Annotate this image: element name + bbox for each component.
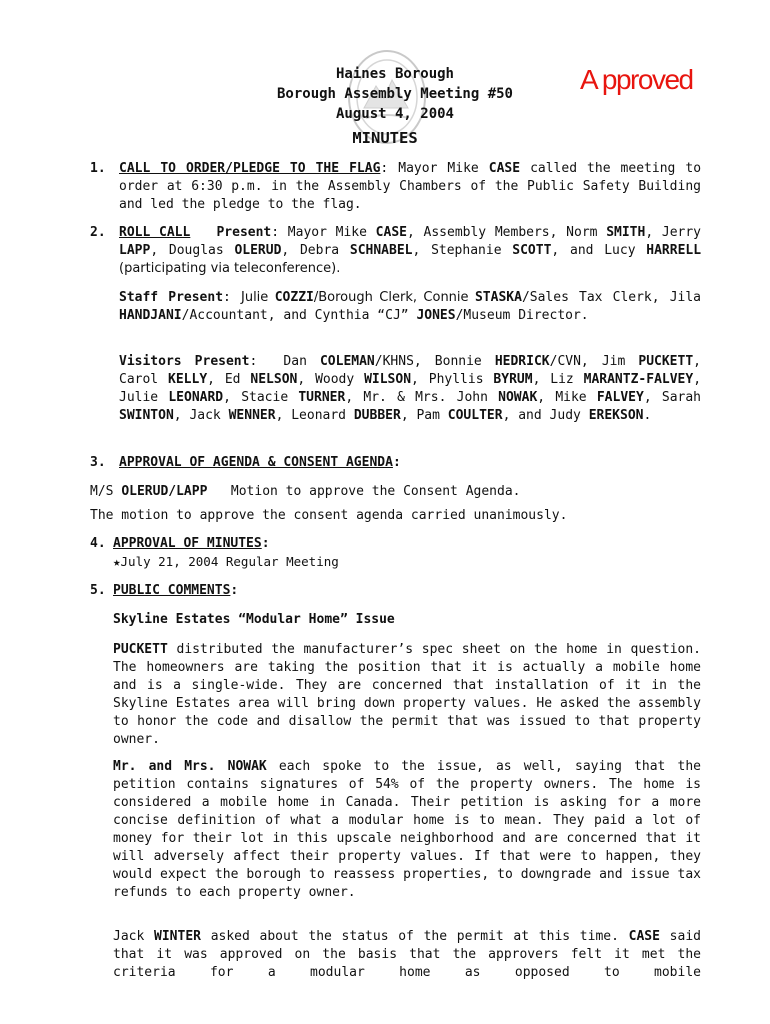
section-heading: PUBLIC COMMENTS: [113, 583, 231, 598]
motion-result: The motion to approve the consent agenda carried unanimously.: [90, 508, 568, 523]
visitor-last-name: LEONARD: [168, 390, 224, 405]
visitor-separator: ,: [643, 390, 662, 405]
visitor-last-name: SWINTON: [119, 408, 174, 423]
visitor-last-name: KELLY: [168, 372, 208, 387]
visitor-first-name: Stacie: [241, 390, 299, 405]
visitor-separator: , and: [502, 408, 550, 423]
visitor-first-name: Mr. & Mrs. John: [363, 390, 499, 405]
meeting-date: August 4, 2004: [335, 106, 454, 122]
section-call-to-order: CALL TO ORDER/PLEDGE TO THE FLAG: Mayor Mike CASE called the meeting to order at 6:30 p.m. in the Assembly Chambers of the Public Safety Building and led the pledge to the flag.: [119, 161, 702, 212]
visitor-last-name: MARANTZ-FALVEY: [583, 372, 694, 387]
visitor-first-name: Jack: [189, 408, 229, 423]
visitor-separator: ,: [693, 354, 701, 369]
visitor-first-name: Sarah: [661, 390, 702, 405]
visitor-first-name: Leonard: [291, 408, 354, 423]
minutes-item: ★July 21, 2004 Regular Meeting: [113, 554, 339, 569]
comment-nowak: Mr. and Mrs. NOWAK each spoke to the issue, as well, saying that the petition contains signatures of 54% of the property owners. The home is considered a mobile home in Canada. Their petition is asking for a more concise definition of what a modular home is to mean. They paid a lot of money for their lot in this upscale neighborhood and are concerned that it will adversely affect their property values. If that were to happen, they would expect the borough to reassess properties, to downgrade and issue tax refunds to each property owner.: [113, 759, 701, 900]
visitor-first-name: Phyllis: [428, 372, 494, 387]
section-number: 5.: [90, 583, 106, 598]
visitor-last-name: FALVEY: [596, 390, 644, 405]
visitor-first-name: Pam: [416, 408, 448, 423]
section-number: 1.: [90, 161, 106, 176]
org-name: Haines Borough: [335, 66, 454, 82]
section-heading: APPROVAL OF MINUTES: [113, 536, 262, 551]
section-heading: APPROVAL OF AGENDA & CONSENT AGENDA: [119, 455, 393, 470]
visitor-separator: ,: [275, 408, 292, 423]
visitor-separator: ,: [297, 372, 316, 387]
visitor-separator: ,: [173, 408, 190, 423]
visitor-separator: ,: [693, 372, 702, 387]
comment-puckett: PUCKETT distributed the manufacturer’s spec sheet on the home in question. The homeowners are taking the position that it is actually a mobile home and is a single-wide. They are concerned that installation of it in the Skyline Estates area will bring down property values. He asked the assembly to honor the code and disallow the permit that was issued to that property owner.: [113, 642, 701, 747]
section-heading: ROLL CALL: [119, 225, 191, 240]
meeting-title: Borough Assembly Meeting #50: [276, 86, 513, 102]
visitor-first-name: Mike: [555, 390, 597, 405]
visitor-first-name: Bonnie: [434, 354, 495, 369]
visitor-last-name: DUBBER: [353, 408, 401, 423]
visitor-first-name: Ed: [224, 372, 251, 387]
visitor-last-name: EREKSON: [588, 408, 644, 423]
visitor-separator: ,: [223, 390, 242, 405]
visitor-first-name: Julie: [119, 390, 169, 405]
visitor-separator: ,: [207, 372, 225, 387]
section-number: 2.: [90, 225, 106, 240]
visitors-present: Visitors Present: Dan COLEMAN/KHNS, Bonnie HEDRICK/CVN, Jim PUCKETT, Carol KELLY, Ed NELSON, Woody WILSON, Phyllis BYRUM, Liz MARANTZ-FALVEY, Julie LEONARD, Stacie TURNER, Mr. & Mrs. John NOWAK, Mike FALVEY, Sarah SWINTON, Jack WENNER, Leonard DUBBER, Pam COULTER, and Judy EREKSON.: [119, 354, 702, 423]
visitor-separator: /KHNS,: [374, 354, 435, 369]
visitor-last-name: BYRUM: [493, 372, 533, 387]
section-number: 4.: [90, 536, 106, 551]
section-heading: CALL TO ORDER/PLEDGE TO THE FLAG: [119, 161, 381, 176]
visitor-first-name: Dan: [283, 354, 320, 369]
visitor-last-name: NOWAK: [498, 390, 538, 405]
visitor-last-name: TURNER: [298, 390, 346, 405]
document-type: MINUTES: [352, 129, 418, 147]
visitor-separator: ,: [532, 372, 551, 387]
visitor-separator: ,: [411, 372, 429, 387]
visitor-separator: ,: [345, 390, 364, 405]
visitor-first-name: Carol: [119, 372, 169, 387]
section-agenda-heading: APPROVAL OF AGENDA & CONSENT AGENDA:: [119, 455, 401, 470]
visitor-first-name: Liz: [550, 372, 584, 387]
staff-present: Staff Present: Julie COZZI/Borough Clerk, Connie STASKA/Sales Tax Clerk, Jila HANDJANI/Accountant, and Cynthia “CJ” JONES/Museum Director.: [119, 290, 702, 323]
visitor-first-name: Woody: [315, 372, 365, 387]
visitor-separator: ,: [537, 390, 556, 405]
visitor-last-name: PUCKETT: [638, 354, 694, 369]
visitor-first-name: Judy: [549, 408, 589, 423]
motion-line: M/S OLERUD/LAPP Motion to approve the Consent Agenda.: [90, 484, 521, 499]
visitor-last-name: WILSON: [364, 372, 412, 387]
visitor-last-name: HEDRICK: [494, 354, 550, 369]
comment-winter: Jack WINTER asked about the status of the permit at this time. CASE said that it was approved on the basis that the approvers felt it met the criteria for a modular home as opposed to mobile: [113, 929, 701, 980]
approved-stamp: A pproved: [580, 64, 693, 95]
visitor-last-name: WENNER: [228, 408, 276, 423]
visitor-first-name: Jim: [601, 354, 639, 369]
visitor-separator: /CVN,: [549, 354, 602, 369]
section-public-heading: PUBLIC COMMENTS:: [113, 583, 239, 598]
visitor-last-name: NELSON: [250, 372, 298, 387]
visitor-separator: ,: [400, 408, 417, 423]
section-number: 3.: [90, 455, 106, 470]
visitor-separator: .: [643, 408, 652, 423]
subheading: Skyline Estates “Modular Home” Issue: [113, 612, 395, 627]
visitor-last-name: COLEMAN: [319, 354, 375, 369]
section-minutes-heading: APPROVAL OF MINUTES:: [113, 536, 270, 551]
visitor-last-name: COULTER: [447, 408, 503, 423]
section-roll-call: ROLL CALL Present: Mayor Mike CASE, Assembly Members, Norm SMITH, Jerry LAPP, Douglas OLERUD, Debra SCHNABEL, Stephanie SCOTT, and Lucy HARRELL (participating via teleconference).: [119, 225, 702, 276]
